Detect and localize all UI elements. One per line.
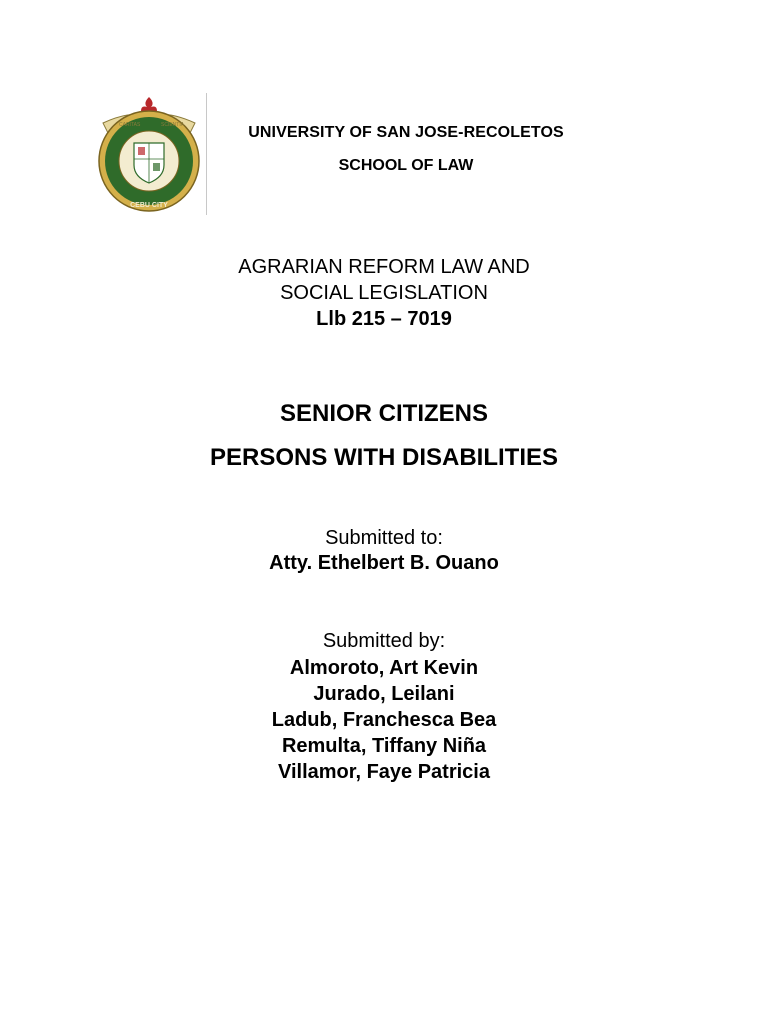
university-seal — [89, 93, 209, 215]
header-divider — [206, 93, 207, 215]
author-name: Villamor, Faye Patricia — [278, 761, 490, 783]
course-title-line1: AGRARIAN REFORM LAW AND — [238, 256, 530, 278]
course-code: Llb 215 – 7019 — [316, 308, 452, 330]
submitted-to-label: Submitted to: — [325, 527, 443, 549]
course-title-line2: SOCIAL LEGISLATION — [280, 282, 488, 304]
submitted-to-name: Atty. Ethelbert B. Ouano — [269, 552, 499, 574]
course-block — [0, 254, 768, 332]
submitted-by-block — [0, 630, 768, 785]
author-name: Almoroto, Art Kevin — [289, 657, 479, 679]
author-name: Ladub, Franchesca Bea — [271, 709, 497, 731]
topic-block — [0, 392, 768, 480]
school-name: SCHOOL OF LAW — [338, 157, 474, 174]
seal-motto-right: SCIENTIA — [161, 122, 185, 128]
university-name: UNIVERSITY OF SAN JOSE-RECOLETOS — [248, 124, 564, 141]
submitted-by-names — [0, 655, 768, 785]
author-name: Remulta, Tiffany Niña — [281, 735, 487, 757]
topic-line1: SENIOR CITIZENS — [279, 400, 489, 427]
seal-motto-left: CARITAS — [119, 122, 141, 128]
author-name: Jurado, Leilani — [313, 683, 455, 705]
seal-top-text: CEBU CITY — [130, 202, 168, 209]
seal-icon — [89, 93, 209, 215]
submitted-to-block — [0, 527, 768, 575]
topic-line2: PERSONS WITH DISABILITIES — [209, 444, 559, 471]
submitted-by-label: Submitted by: — [322, 630, 446, 652]
